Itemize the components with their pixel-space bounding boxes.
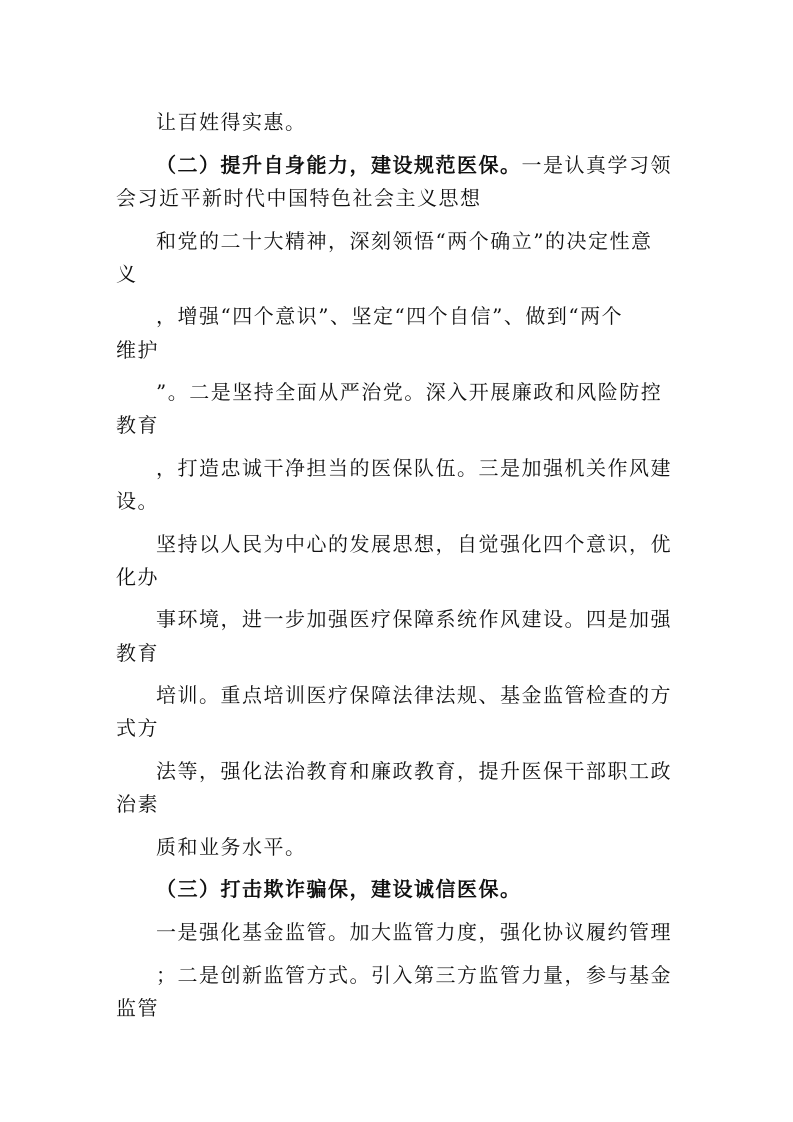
text-line: 化办 [116,565,159,589]
text-line: 义 [116,262,138,286]
section-2-lead-text: 一是认真学习领 [521,153,672,177]
text-line: 坚持以人民为中心的发展思想，自觉强化四个意识，优 [156,532,672,556]
text-line: ”。二是坚持全面从严治党。深入开展廉政和风险防控 [156,380,663,404]
text-line: ；二是创新监管方式。引入第三方监管力量，参与基金 [156,963,672,987]
text-line: ，增强“四个意识”、坚定“四个自信”、做到“两个 [156,304,624,328]
text-line: 一是强化基金监管。加大监管力度，强化协议履约管理 [156,920,672,944]
text-line: 维护 [116,338,159,362]
section-2-heading: （二）提升自身能力，建设规范医保。 [156,153,522,177]
text-line: 设。 [116,489,159,513]
text-line: 让百姓得实惠。 [156,110,307,134]
text-line: 培训。重点培训医疗保障法律法规、基金监管检查的方 [156,683,672,707]
text-line: 和党的二十大精神，深刻领悟“两个确立”的决定性意 [156,229,653,253]
section-3-heading: （三）打击欺诈骗保，建设诚信医保。 [156,877,522,901]
text-line: ，打造忠诚干净担当的医保队伍。三是加强机关作风建 [156,456,672,480]
text-line: 治素 [116,792,159,816]
text-line: 事环境，进一步加强医疗保障系统作风建设。四是加强 [156,607,672,631]
text-line: 法等，强化法治教育和廉政教育，提升医保干部职工政 [156,759,672,783]
text-line: 教育 [116,413,159,437]
section-2-first-line [156,151,716,179]
text-line: 监管 [116,996,159,1020]
text-line: 式方 [116,716,159,740]
text-line: 会习近平新时代中国特色社会主义思想 [116,186,482,210]
text-line: 教育 [116,641,159,665]
text-line: 质和业务水平。 [156,835,307,859]
